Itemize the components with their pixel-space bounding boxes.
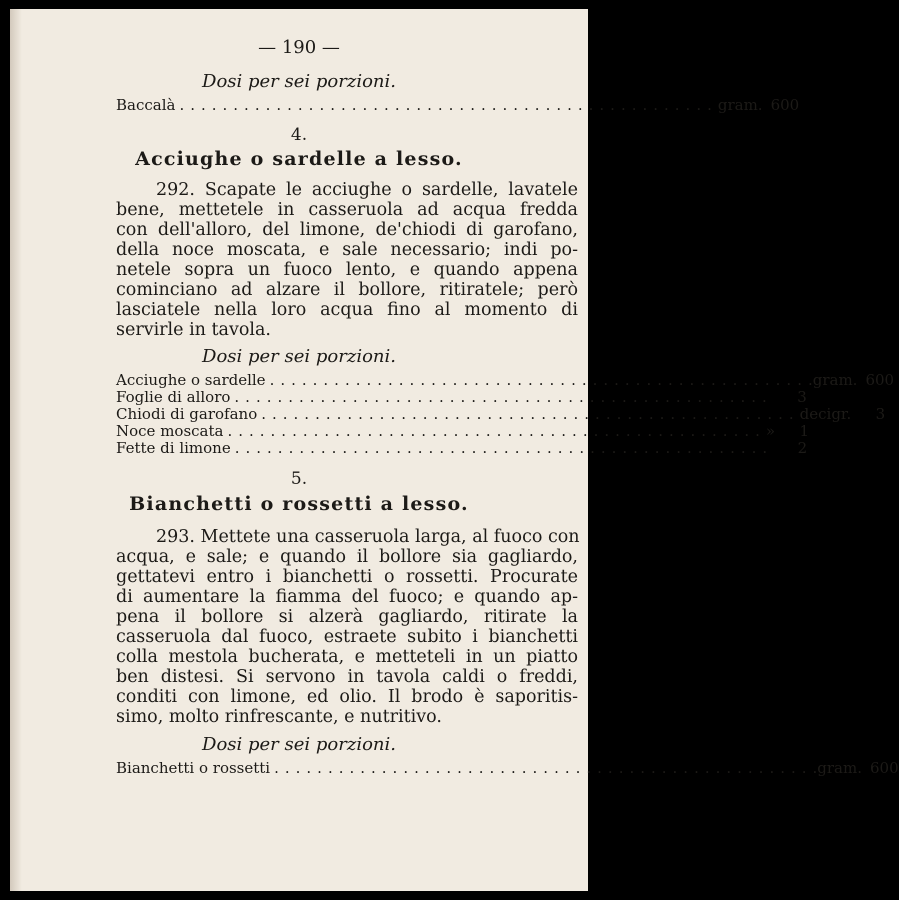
- dosi-heading: Dosi per sei porzioni.: [202, 734, 396, 755]
- ingredient-name: Baccalà: [116, 96, 176, 114]
- paragraph-line: 293. Mettete una casseruola larga, al fuoco con: [156, 527, 580, 547]
- ingredient-name: Noce moscata: [116, 422, 224, 440]
- ingredient-row: Bianchetti o rossetti .................................................. .gram. 600: [116, 759, 899, 777]
- ingredient-row: Noce moscata .................................................. » 1: [116, 422, 810, 440]
- ingredient-row: Acciughe o sardelle .................................................. .gram. 600: [116, 371, 895, 389]
- ingredient-qty: 3: [875, 405, 886, 423]
- ingredient-name: Foglie di alloro: [116, 388, 231, 406]
- paragraph-line: con dell'alloro, del limone, de'chiodi di garofano,: [116, 220, 578, 240]
- section-title: Bianchetti o rossetti a lesso.: [129, 493, 469, 515]
- ingredient-name: Chiodi di garofano: [116, 405, 258, 423]
- ingredient-unit: »: [765, 422, 776, 440]
- paragraph-line: bene, mettetele in casseruola ad acqua fredda: [116, 200, 578, 220]
- ingredient-name: Bianchetti o rossetti: [116, 759, 271, 777]
- paragraph-line: della noce moscata, e sale necessario; indi po-: [116, 240, 578, 260]
- paragraph-line: di aumentare la fiamma del fuoco; e quando ap-: [116, 587, 578, 607]
- section-number: 5.: [290, 469, 308, 489]
- ingredient-unit: .gram.: [807, 371, 858, 389]
- section-title: Acciughe o sardelle a lesso.: [135, 148, 463, 170]
- ingredient-qty: 600: [870, 759, 899, 777]
- ingredient-unit: [773, 389, 781, 406]
- paragraph-line: colla mestola bucherata, e metteteli in un piatto: [116, 647, 578, 667]
- ingredient-qty: 2: [797, 439, 808, 457]
- paragraph-line: pena il bollore si alzerà gagliardo, ritirate la: [116, 607, 578, 627]
- ingredient-row: Chiodi di garofano .................................................. decigr. 3: [116, 405, 886, 423]
- paragraph-line: lasciatele nella loro acqua fino al momento di: [116, 300, 578, 320]
- paragraph-line: acqua, e sale; e quando il bollore sia gagliardo,: [116, 547, 578, 567]
- ingredient-row: Foglie di alloro .................................................. 3: [116, 388, 807, 406]
- paragraph-line: servirle in tavola.: [116, 320, 271, 340]
- ingredient-row: Fette di limone .................................................. 2: [116, 439, 808, 457]
- recipe-paragraph: [116, 180, 578, 340]
- ingredient-unit: [773, 440, 781, 457]
- paragraph-line: simo, molto rinfrescante, e nutritivo.: [116, 707, 442, 727]
- dosi-heading: Dosi per sei porzioni.: [202, 346, 396, 367]
- book-page: [10, 9, 899, 891]
- ingredient-name: Fette di limone: [116, 439, 231, 457]
- ingredient-qty: 1: [799, 422, 810, 440]
- ingredient-qty: 600: [770, 96, 800, 114]
- paragraph-line: netele sopra un fuoco lento, e quando appena: [116, 260, 578, 280]
- ingredient-name: Acciughe o sardelle: [116, 371, 266, 389]
- ingredient-unit: .gram.: [812, 759, 862, 777]
- paragraph-line: gettatevi entro i bianchetti o rossetti. Procurate: [116, 567, 578, 587]
- section-number: 4.: [290, 125, 308, 145]
- paragraph-line: 292. Scapate le acciughe o sardelle, lavatele: [156, 180, 578, 200]
- ingredient-qty: 600: [865, 371, 895, 389]
- paragraph-line: cominciano ad alzare il bollore, ritiratele; però: [116, 280, 578, 300]
- ingredient-unit: gram.: [717, 96, 763, 114]
- dosi-heading: Dosi per sei porzioni.: [202, 71, 396, 92]
- ingredient-qty: 3: [797, 388, 807, 406]
- paragraph-line: casseruola dal fuoco, estraete subito i bianchetti: [116, 627, 578, 647]
- paragraph-line: conditi con limone, ed olio. Il brodo è saporitis-: [116, 687, 578, 707]
- paragraph-line: ben distesi. Si servono in tavola caldi o freddi,: [116, 667, 578, 687]
- page-number: — 190 —: [258, 37, 340, 58]
- ingredient-row: Baccalà .................................................. gram. 600: [116, 96, 800, 114]
- recipe-paragraph: [116, 527, 578, 727]
- ingredient-unit: decigr.: [799, 405, 852, 423]
